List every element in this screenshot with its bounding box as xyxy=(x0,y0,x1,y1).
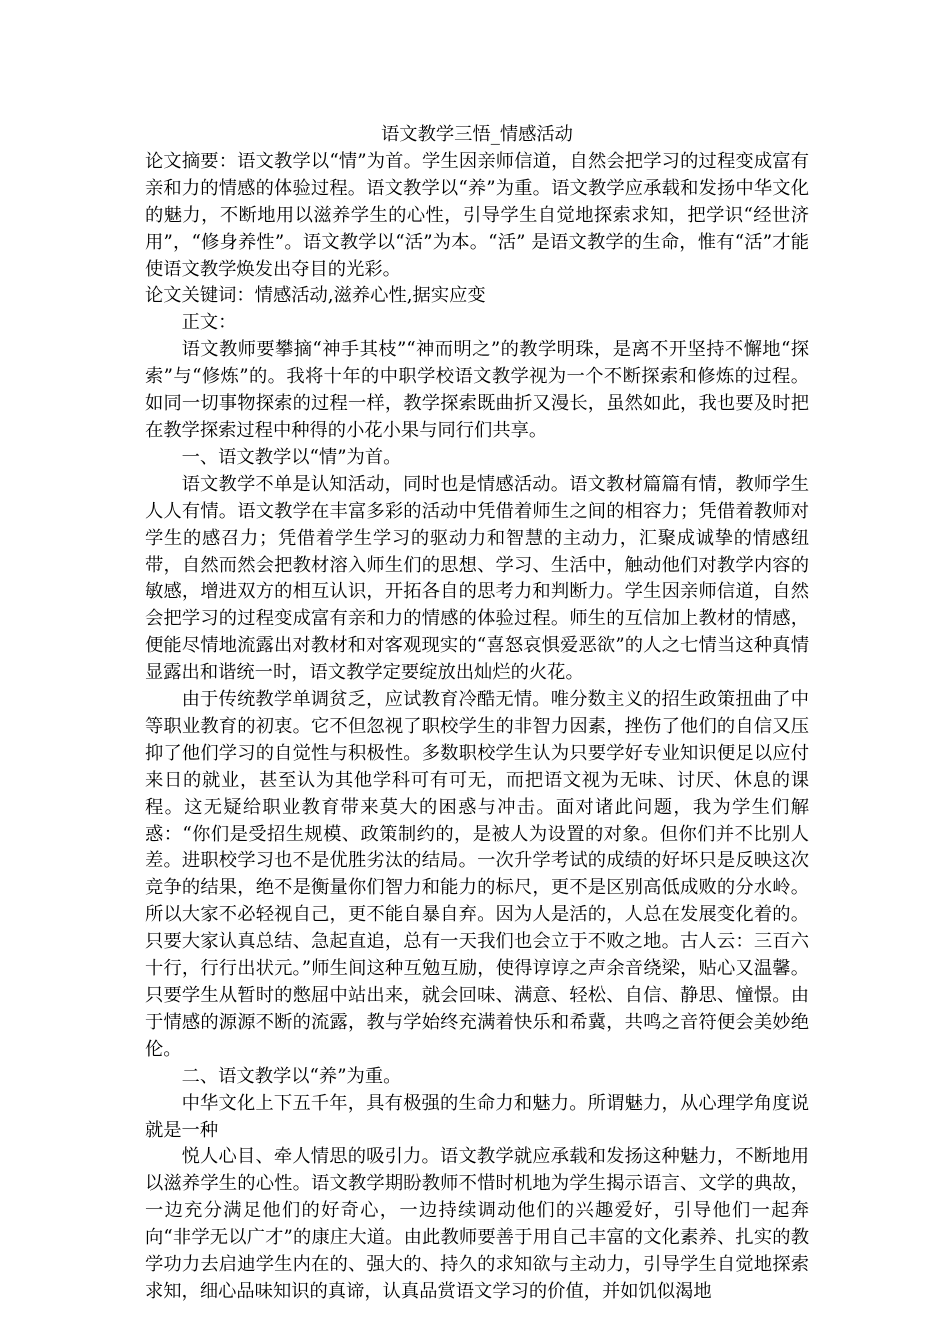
body-paragraph-encouragement: 由于传统教学单调贫乏，应试教育冷酷无情。唯分数主义的招生政策扭曲了中等职业教育的初衷。它不但忽视了职校学生的非智力因素，挫伤了他们的自信又压抑了他们学习的自觉性与积极性。多数职校学生认为只要学好专业知识便足以应付来日的就业，甚至认为其他学科可有可无，而把语文视为无味、讨厌、休息的课程。这无疑给职业教育带来莫大的困惑与冲击。面对诸此问题，我为学生们解惑：“你们是受招生规模、政策制约的，是被人为设置的对象。但你们并不比别人差。进职校学习也不是优胜劣汰的结局。一次升学考试的成绩的好坏只是反映这次竞争的结果，绝不是衡量你们智力和能力的标尺，更不是区别高低成败的分水岭。所以大家不必轻视自己，更不能自暴自弃。因为人是活的，人总在发展变化着的。只要大家认真总结、急起直追，总有一天我们也会立于不败之地。古人云：三百六十行，行行出状元。”师生间这种互勉互励，使得谆谆之声余音绕梁，贴心又温馨。只要学生从暂时的憋屈中站出来，就会回味、满意、轻松、自信、静思、憧憬。由于情感的源源不断的流露，教与学始终充满着快乐和希冀，共鸣之音符便会美妙绝伦。 xyxy=(145,689,809,1060)
section-heading-2: 二、语文教学以“养”为重。 xyxy=(181,1065,402,1087)
document-page xyxy=(145,122,809,1306)
document-title: 语文教学三悟_情感活动 xyxy=(381,124,573,145)
body-paragraph-intro: 语文教师要攀摘“神手其枝”“神而明之”的教学明珠，是离不开坚持不懈地“探索”与“修炼”的。我将十年的中职学校语文教学视为一个不断探索和修炼的过程。如同一切事物探索的过程一样，教学探索既曲折又漫长，虽然如此，我也要及时把在教学探索过程中种得的小花小果与同行们共享。 xyxy=(145,339,809,441)
body-label: 正文： xyxy=(181,312,237,334)
body-paragraph-culture: 中华文化上下五千年，具有极强的生命力和魅力。所谓魅力，从心理学角度说就是一种 xyxy=(145,1092,809,1141)
body-paragraph-emotion: 语文教学不单是认知活动，同时也是情感活动。语文教材篇篇有情，教师学生人人有情。语文教学在丰富多彩的活动中凭借着师生之间的相容力；凭借着教师对学生的感召力；凭借着学生学习的驱动力和智慧的主动力，汇聚成诚挚的情感纽带，自然而然会把教材溶入师生们的思想、学习、生活中，触动他们对教学内容的敏感，增进双方的相互认识，开拓各自的思考力和判断力。学生因亲师信道，自然会把学习的过程变成富有亲和力的情感的体验过程。师生的互信加上教材的情感，便能尽情地流露出对教材和对客观现实的“喜怒哀惧爱恶欲”的人之七情当这种真情显露出和谐统一时，语文教学定要绽放出灿烂的火花。 xyxy=(145,473,809,684)
abstract-paragraph: 论文摘要：语文教学以“情”为首。学生因亲师信道，自然会把学习的过程变成富有亲和力的情感的体验过程。语文教学以“养”为重。语文教学应承载和发扬中华文化的魅力，不断地用以滋养学生的心性，引导学生自觉地探索求知，把学识“经世济用”，“修身养性”。语文教学以“活”为本。“活” 是语文教学的生命，惟有“活”才能使语文教学焕发出夺目的光彩。 xyxy=(145,150,809,280)
keywords-line: 论文关键词：情感活动,滋养心性,据实应变 xyxy=(145,285,486,307)
body-paragraph-nourish: 悦人心目、牵人情思的吸引力。语文教学就应承载和发扬这种魅力，不断地用以滋养学生的心性。语文教学期盼教师不惜时机地为学生揭示语言、文学的典故，一边充分满足他们的好奇心，一边持续调动他们的兴趣爱好，引导他们一起奔向“非学无以广才”的康庄大道。由此教师要善于用自己丰富的文化素养、扎实的教学功力去启迪学生内在的、强大的、持久的求知欲与主动力，引导学生自觉地探索求知，细心品味知识的真谛，认真品赏语文学习的价值，并如饥似渴地 xyxy=(145,1146,809,1302)
section-heading-1: 一、语文教学以“情”为首。 xyxy=(181,446,402,468)
